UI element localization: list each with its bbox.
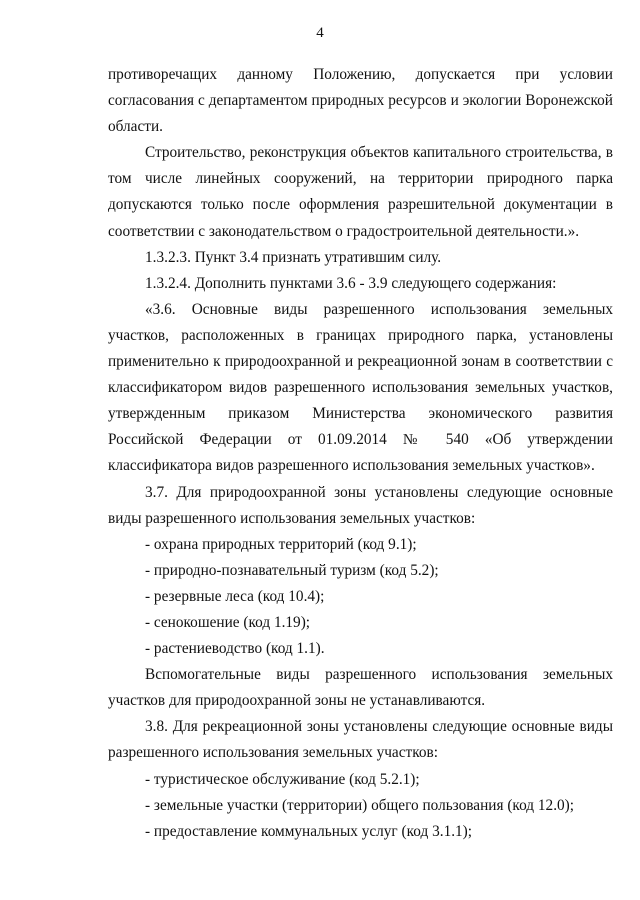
text-line: Строительство, реконструкция объектов капитального строительства, в: [145, 144, 613, 162]
text-line: - земельные участки (территории) общего пользования (код 12.0);: [145, 796, 575, 814]
text-line: - охрана природных территорий (код 9.1);: [145, 535, 417, 553]
text-line: Российской Федерации от 01.09.2014 № 540 «Об утверждении: [108, 431, 613, 449]
text-line: применительно к природоохранной и рекреационной зонам в соответствии с: [108, 353, 613, 371]
document-body: [108, 62, 613, 845]
text-line: - предоставление коммунальных услуг (код 3.1.1);: [145, 822, 473, 840]
text-line: 1.3.2.4. Дополнить пунктами 3.6 - 3.9 следующего содержания:: [145, 274, 557, 292]
text-line: - резервные леса (код 10.4);: [145, 587, 325, 605]
text-line: участков для природоохранной зоны не устанавливаются.: [108, 692, 486, 710]
text-line: участков, расположенных в границах природного парка, установлены: [108, 326, 613, 344]
text-line: - туристическое обслуживание (код 5.2.1);: [145, 770, 420, 788]
text-line: соответствии с законодательством о градостроительной деятельности.».: [108, 222, 580, 240]
text-line: том числе линейных сооружений, на территории природного парка: [108, 170, 613, 188]
text-line: 3.7. Для природоохранной зоны установлены следующие основные: [145, 483, 613, 501]
text-line: - природно-познавательный туризм (код 5.2);: [145, 561, 439, 579]
text-line: 3.8. Для рекреационной зоны установлены следующие основные виды: [145, 718, 613, 736]
text-line: разрешенного использования земельных участков:: [108, 744, 438, 762]
text-line: виды разрешенного использования земельных участков:: [108, 509, 476, 527]
text-line: классификатором видов разрешенного использования земельных участков,: [108, 379, 613, 397]
text-line: Вспомогательные виды разрешенного использования земельных: [145, 666, 613, 684]
text-line: согласования с департаментом природных ресурсов и экологии Воронежской: [108, 92, 613, 110]
text-line: 1.3.2.3. Пункт 3.4 признать утратившим силу.: [145, 248, 442, 266]
text-line: допускаются только после оформления разрешительной документации в: [108, 196, 613, 214]
text-line: области.: [108, 118, 163, 136]
text-line: «3.6. Основные виды разрешенного использования земельных: [145, 300, 613, 318]
text-line: утвержденным приказом Министерства экономического развития: [108, 405, 613, 423]
text-line: противоречащих данному Положению, допускается при условии: [108, 66, 613, 83]
text-line: - растениеводство (код 1.1).: [145, 640, 325, 658]
page-number: 4: [316, 25, 324, 41]
text-line: - сенокошение (код 1.19);: [145, 613, 311, 631]
text-line: классификатора видов разрешенного использования земельных участков».: [108, 457, 595, 475]
